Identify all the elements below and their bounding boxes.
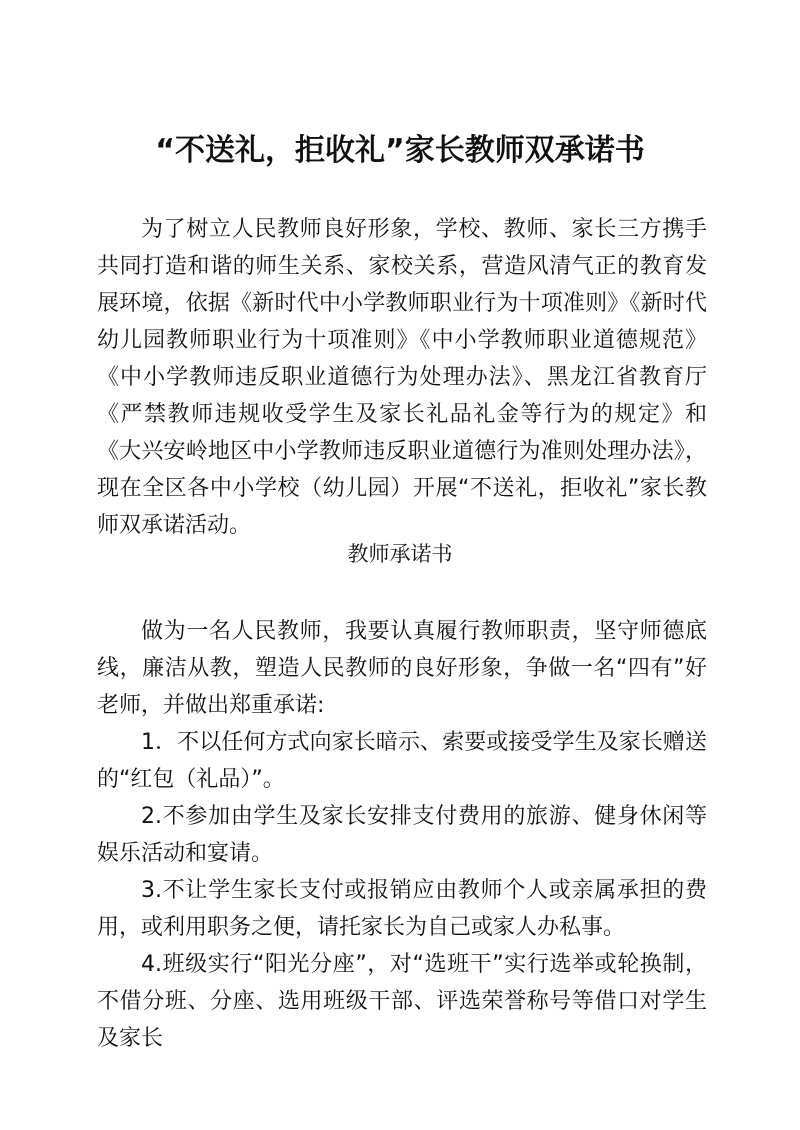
- commitment-item: 3.不让学生家长支付或报销应由教师个人或亲属承担的费用，或利用职务之便，请托家长为自己或家人办私事。: [97, 878, 707, 940]
- teacher-section-heading: 教师承诺书: [347, 542, 453, 566]
- commitment-item: 2.不参加由学生及家长安排支付费用的旅游、健身休闲等娱乐活动和宴请。: [97, 804, 707, 866]
- commitment-item: 4.班级实行“阳光分座”，对“选班干”实行选举或轮换制，不借分班、分座、选用班级干部、评选荣誉称号等借口对学生及家长: [97, 952, 707, 1051]
- document-title: “不送礼，拒收礼”家长教师双承诺书: [155, 133, 645, 168]
- teacher-preamble: 做为一名人民教师，我要认真履行教师职责，坚守师德底线，廉洁从教，塑造人民教师的良好形象，争做一名“四有”好老师，并做出郑重承诺:: [97, 619, 707, 718]
- intro-paragraph: 为了树立人民教师良好形象，学校、教师、家长三方携手共同打造和谐的师生关系、家校关系，营造风清气正的教育发展环境，依据《新时代中小学教师职业行为十项准则》《新时代幼儿园教师职业行为十项准则》《中小学教师职业道德规范》《中小学教师违反职业道德行为处理办法》、黑龙江省教育厅《严禁教师违规收受学生及家长礼品礼金等行为的规定》和《大兴安岭地区中小学教师违反职业道德行为准则处理办法》，现在全区各中小学校（幼儿园）开展“不送礼，拒收礼”家长教师双承诺活动。: [97, 217, 707, 538]
- teacher-commitment-body: [97, 613, 707, 1057]
- commitment-item: 1．不以任何方式向家长暗示、索要或接受学生及家长赠送的“红包（礼品）”。: [97, 730, 707, 792]
